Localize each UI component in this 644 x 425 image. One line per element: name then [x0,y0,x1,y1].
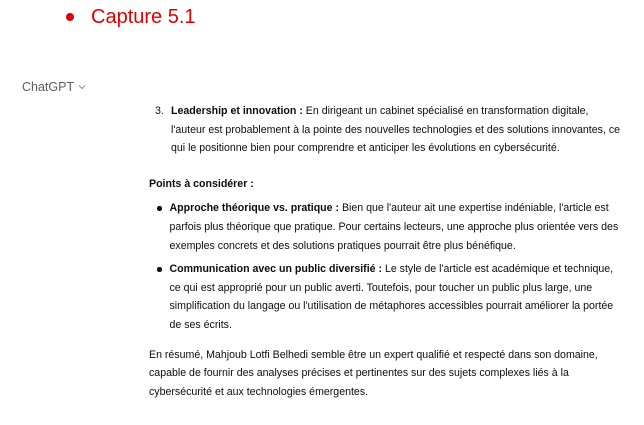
model-selector-label: ChatGPT [22,80,75,94]
capture-caption [66,4,196,30]
list-item-body: En dirigeant un cabinet spécialisé en transformation digitale, l'auteur est probablement à la pointe des nouvelles technologies et des solutions innovantes, ce qui le positionne bien pour comprendre et anticiper les évolutions en cybersécurité. [171,105,621,155]
points-list [149,199,621,334]
point-title: Approche théorique vs. pratique : [169,202,340,215]
model-selector-button[interactable] [22,80,86,94]
list-item [149,199,621,255]
point-body: Le style de l'article est académique et technique, ce qui est approprié pour un public averti. Toutefois, pour toucher un public plus large, une simplification du langage ou l'utilisation de métaphores accessibles pourrait améliorer la portée de ses écrits. [169,263,614,331]
point-body: Bien que l'auteur ait une expertise indéniable, l'article est parfois plus théorique que pratique. Pour certains lecteurs, une approche plus orientée vers des exemples concrets et des solutions pratiques pourrait être plus bénéfique. [169,202,619,252]
list-item-text [171,102,621,158]
chevron-down-icon [78,83,86,91]
list-item [149,260,621,334]
assistant-message [149,102,621,401]
bullet-dot [157,206,162,211]
list-number: 3. [155,105,164,117]
numbered-list-item [149,102,621,158]
summary-paragraph: En résumé, Mahjoub Lotfi Belhedi semble être un expert qualifié et respecté dans son domaine, capable de fournir des analyses précises et pertinentes sur des sujets complexes liés à la cybersécurité et aux technologies émergentes. [149,348,598,398]
points-heading: Points à considérer : [149,177,254,190]
list-item-title: Leadership et innovation : [171,105,303,117]
bullet-dot [66,13,74,21]
capture-caption-text: Capture 5.1 [91,6,196,28]
bullet-dot [157,267,162,272]
point-title: Communication avec un public diversifié : [169,263,383,276]
